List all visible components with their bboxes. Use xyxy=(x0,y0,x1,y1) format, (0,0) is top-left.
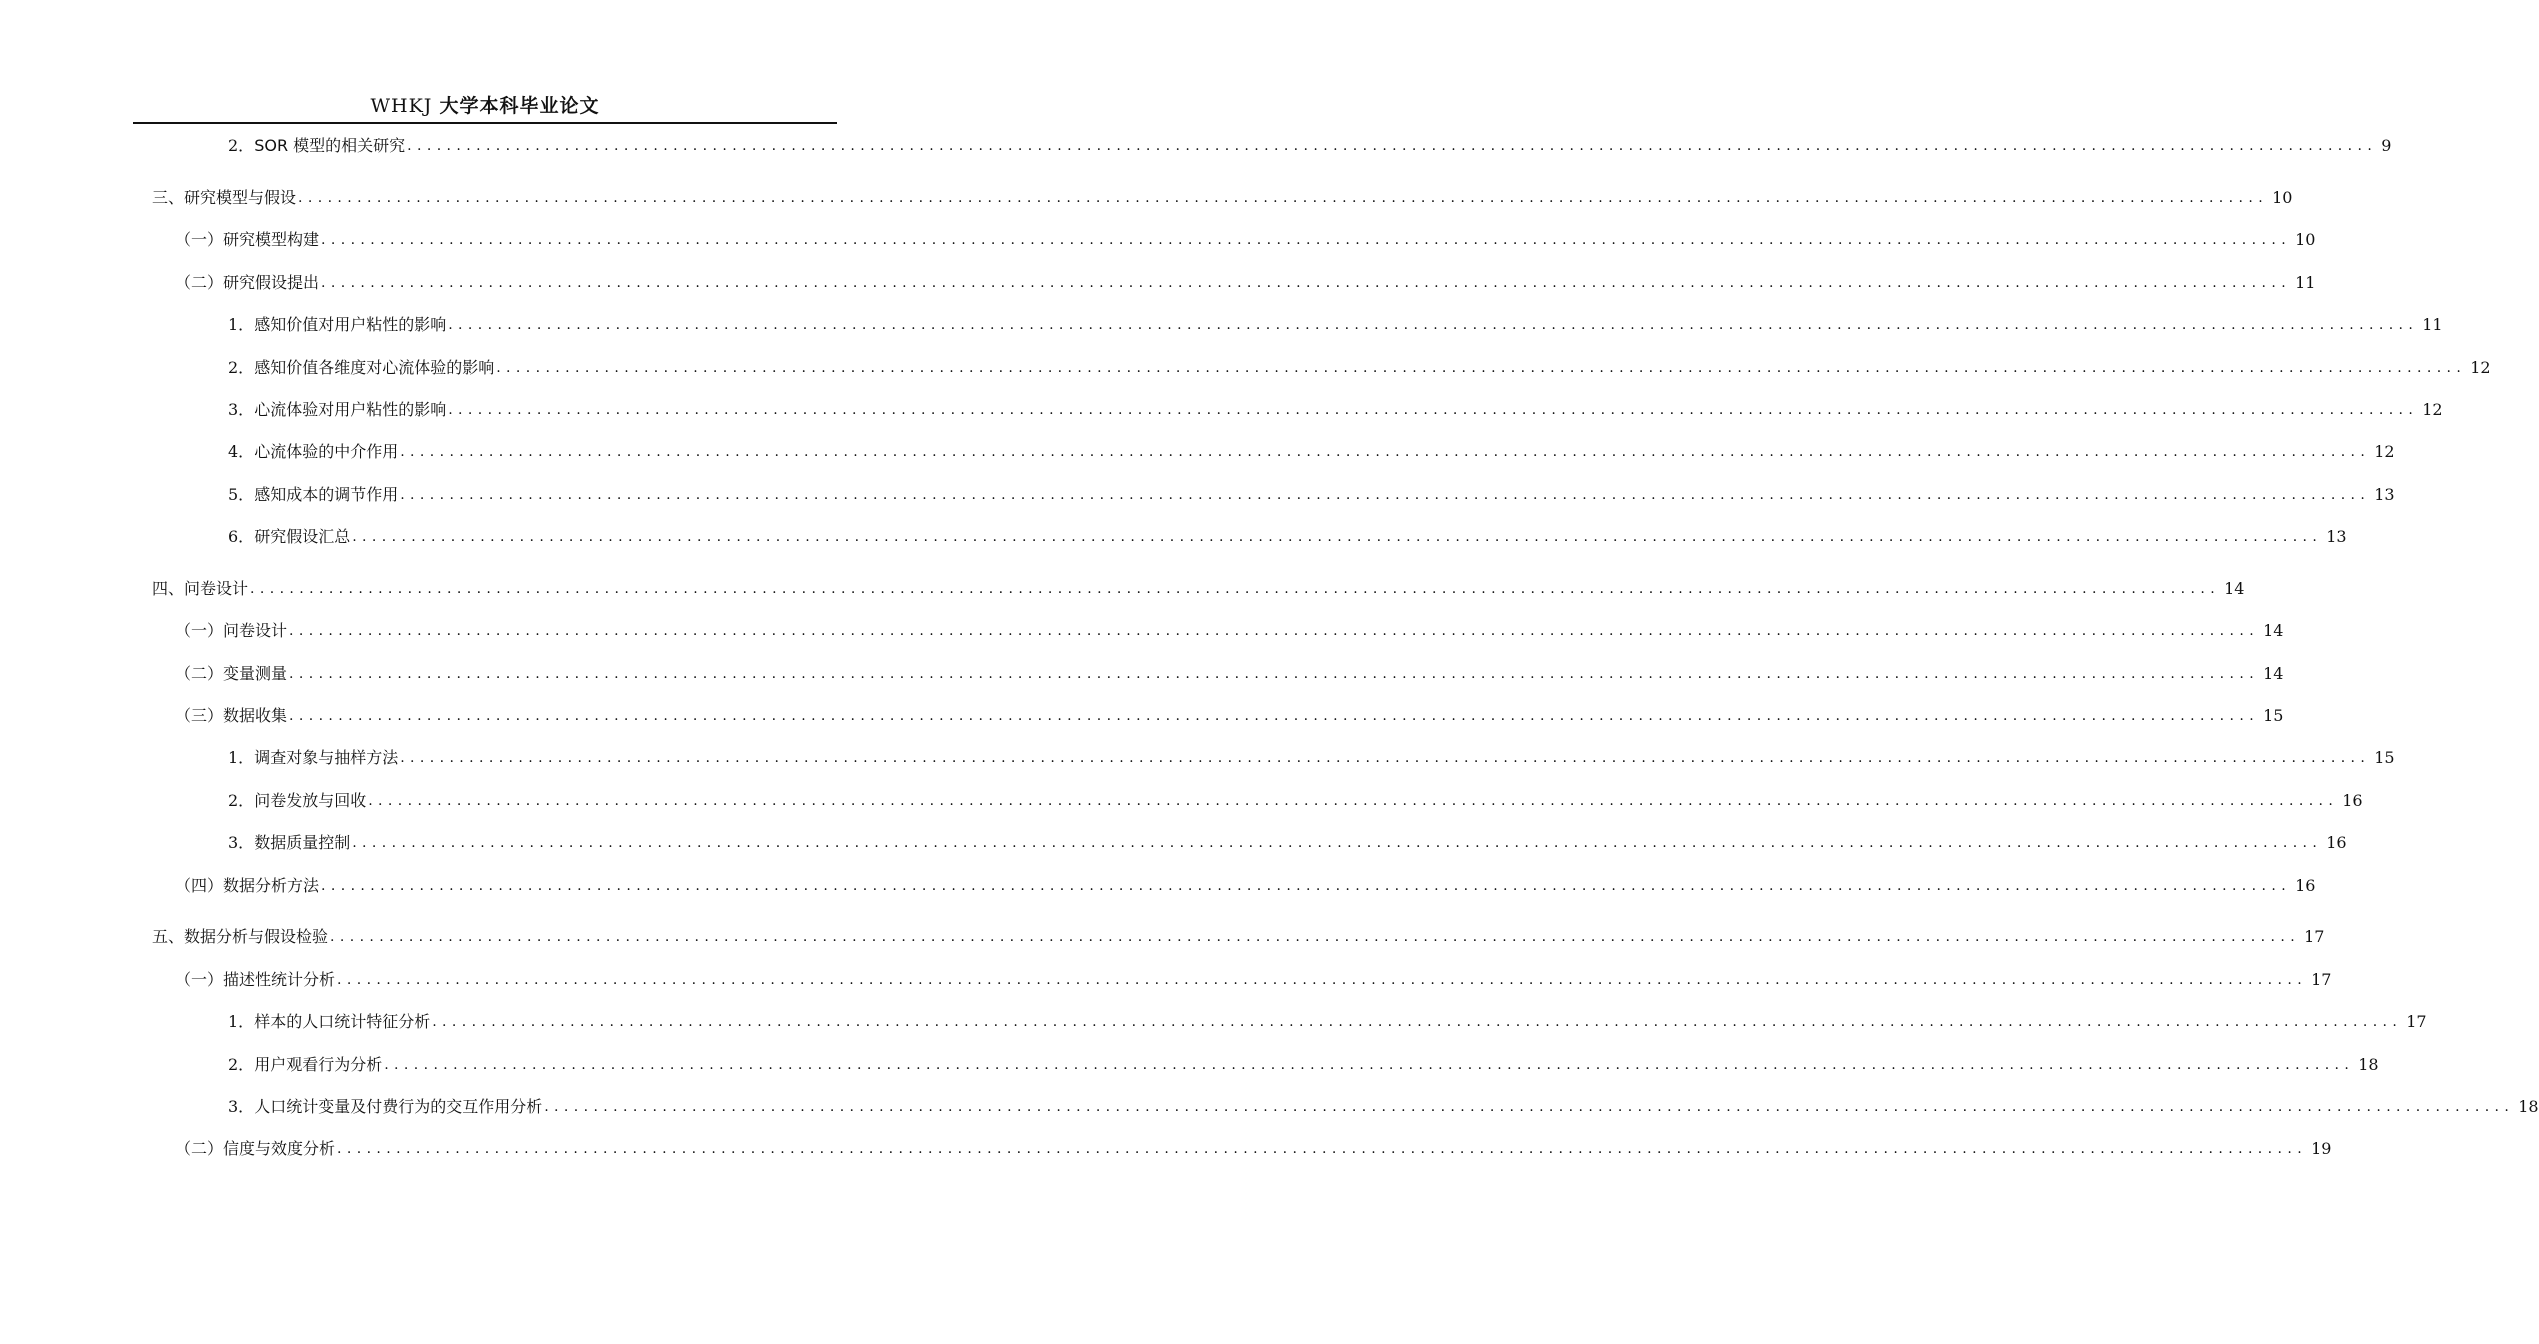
header-chinese: 大学本科毕业论文 xyxy=(439,95,600,117)
toc-entry-number: 4． xyxy=(228,442,255,461)
toc-entry-page: 11 xyxy=(2422,315,2443,334)
toc-entry-title: 人口统计变量及付费行为的交互作用分析 xyxy=(254,1097,543,1116)
toc-entry-title: 研究假设汇总 xyxy=(254,527,351,546)
toc-leader-dots: ........................................................................................................................................................................................................ xyxy=(321,275,2292,291)
toc-entry[interactable] xyxy=(175,702,2284,726)
toc-entry-page: 15 xyxy=(2374,748,2395,767)
toc-entry[interactable] xyxy=(228,829,2347,853)
toc-leader-dots: ........................................................................................................................................................................................................ xyxy=(250,581,2221,597)
toc-leader-dots: ........................................................................................................................................................................................................ xyxy=(496,360,2467,376)
toc-entry-title: SOR 模型的相关研究 xyxy=(254,136,406,155)
toc-entry-title: 问卷发放与回收 xyxy=(254,791,367,810)
toc-entry-title: 感知价值对用户粘性的影响 xyxy=(254,315,447,334)
toc-entry-number: 6． xyxy=(228,527,255,546)
toc-leader-dots: ........................................................................................................................................................................................................ xyxy=(352,529,2323,545)
toc-entry-page: 14 xyxy=(2263,664,2284,683)
toc-entry-title: 四、问卷设计 xyxy=(152,579,249,598)
toc-entry-title: 心流体验对用户粘性的影响 xyxy=(254,400,447,419)
toc-leader-dots: ........................................................................................................................................................................................................ xyxy=(407,138,2378,154)
toc-entry-page: 10 xyxy=(2295,230,2316,249)
toc-entry-title: 用户观看行为分析 xyxy=(254,1055,383,1074)
toc-entry-page: 15 xyxy=(2263,706,2284,725)
toc-entry[interactable] xyxy=(175,966,2332,990)
toc-entry-page: 14 xyxy=(2263,621,2284,640)
toc-entry-page: 16 xyxy=(2326,833,2347,852)
toc-entry[interactable] xyxy=(228,1093,2539,1117)
toc-entry[interactable] xyxy=(175,226,2316,250)
toc-entry-title: （四）数据分析方法 xyxy=(175,876,320,895)
toc-entry[interactable] xyxy=(228,132,2392,156)
toc-entry[interactable] xyxy=(228,311,2443,335)
toc-entry-number: 3． xyxy=(228,833,255,852)
toc-entry[interactable] xyxy=(175,660,2284,684)
toc-entry-number: 5． xyxy=(228,485,255,504)
toc-entry-page: 17 xyxy=(2406,1012,2427,1031)
toc-leader-dots: ........................................................................................................................................................................................................ xyxy=(330,929,2301,945)
toc-entry[interactable] xyxy=(228,481,2395,505)
header-latin: WHKJ xyxy=(370,95,433,117)
toc-entry-title: 感知价值各维度对心流体验的影响 xyxy=(254,358,495,377)
toc-leader-dots: ........................................................................................................................................................................................................ xyxy=(321,232,2292,248)
toc-entry-number: 3． xyxy=(228,400,255,419)
toc-entry-title: 数据质量控制 xyxy=(254,833,351,852)
toc-entry-page: 19 xyxy=(2311,1139,2332,1158)
toc-entry-page: 17 xyxy=(2304,927,2325,946)
toc-leader-dots: ........................................................................................................................................................................................................ xyxy=(544,1099,2515,1115)
toc-leader-dots: ........................................................................................................................................................................................................ xyxy=(321,878,2292,894)
toc-leader-dots: ........................................................................................................................................................................................................ xyxy=(298,190,2269,206)
toc-entry-title: （一）描述性统计分析 xyxy=(175,970,336,989)
toc-leader-dots: ........................................................................................................................................................................................................ xyxy=(337,972,2308,988)
toc-entry-page: 12 xyxy=(2374,442,2395,461)
toc-entry-number: 2． xyxy=(228,358,255,377)
toc-entry-page: 12 xyxy=(2422,400,2443,419)
toc-entry-page: 12 xyxy=(2470,358,2491,377)
toc-entry-page: 9 xyxy=(2381,136,2392,155)
toc-entry-number: 1． xyxy=(228,748,255,767)
toc-entry-number: 3． xyxy=(228,1097,255,1116)
toc-entry-page: 13 xyxy=(2374,485,2395,504)
toc-entry[interactable] xyxy=(228,1008,2427,1032)
toc-entry-title: 感知成本的调节作用 xyxy=(254,485,399,504)
toc-entry-title: （二）信度与效度分析 xyxy=(175,1139,336,1158)
toc-entry-number: 1． xyxy=(228,315,255,334)
toc-entry-page: 14 xyxy=(2224,579,2245,598)
toc-entry[interactable] xyxy=(228,354,2491,378)
toc-entry[interactable] xyxy=(152,575,2245,599)
toc-entry-page: 13 xyxy=(2326,527,2347,546)
toc-entry[interactable] xyxy=(228,787,2363,811)
toc-entry-number: 2． xyxy=(228,1055,255,1074)
toc-entry-page: 18 xyxy=(2518,1097,2539,1116)
toc-entry-title: 调查对象与抽样方法 xyxy=(254,748,399,767)
toc-entry[interactable] xyxy=(228,744,2395,768)
toc-entry[interactable] xyxy=(175,617,2284,641)
toc-entry-number: 2． xyxy=(228,136,255,155)
toc-leader-dots: ........................................................................................................................................................................................................ xyxy=(400,487,2371,503)
toc-entry-title: 心流体验的中介作用 xyxy=(254,442,399,461)
toc-entry-number: 2． xyxy=(228,791,255,810)
toc-entry-title: 样本的人口统计特征分析 xyxy=(254,1012,431,1031)
toc-entry-title: 三、研究模型与假设 xyxy=(152,188,297,207)
toc-leader-dots: ........................................................................................................................................................................................................ xyxy=(289,623,2260,639)
toc-entry-number: 1． xyxy=(228,1012,255,1031)
toc-entry-page: 16 xyxy=(2295,876,2316,895)
toc-entry[interactable] xyxy=(152,923,2325,947)
toc-entry-page: 10 xyxy=(2272,188,2293,207)
toc-leader-dots: ........................................................................................................................................................................................................ xyxy=(289,708,2260,724)
toc-leader-dots: ........................................................................................................................................................................................................ xyxy=(448,402,2419,418)
toc-entry-title: （二）研究假设提出 xyxy=(175,273,320,292)
toc-leader-dots: ........................................................................................................................................................................................................ xyxy=(400,444,2371,460)
toc-entry[interactable] xyxy=(228,396,2443,420)
toc-entry[interactable] xyxy=(175,1135,2332,1159)
toc-entry-page: 16 xyxy=(2342,791,2363,810)
page-header xyxy=(133,92,837,120)
toc-entry-page: 11 xyxy=(2295,273,2316,292)
header-rule xyxy=(133,122,837,124)
toc-leader-dots: ........................................................................................................................................................................................................ xyxy=(400,750,2371,766)
toc-leader-dots: ........................................................................................................................................................................................................ xyxy=(448,317,2419,333)
toc-entry[interactable] xyxy=(175,872,2316,896)
toc-leader-dots: ........................................................................................................................................................................................................ xyxy=(368,793,2339,809)
toc-leader-dots: ........................................................................................................................................................................................................ xyxy=(352,835,2323,851)
toc-leader-dots: ........................................................................................................................................................................................................ xyxy=(432,1014,2403,1030)
toc-entry[interactable] xyxy=(175,269,2316,293)
toc-leader-dots: ........................................................................................................................................................................................................ xyxy=(337,1141,2308,1157)
toc-entry-page: 18 xyxy=(2358,1055,2379,1074)
toc-entry-title: （二）变量测量 xyxy=(175,664,288,683)
toc-leader-dots: ........................................................................................................................................................................................................ xyxy=(384,1057,2355,1073)
toc-entry[interactable] xyxy=(228,523,2347,547)
toc-entry[interactable] xyxy=(152,184,2293,208)
toc-entry-title: （一）问卷设计 xyxy=(175,621,288,640)
toc-entry-page: 17 xyxy=(2311,970,2332,989)
toc-leader-dots: ........................................................................................................................................................................................................ xyxy=(289,666,2260,682)
toc-entry[interactable] xyxy=(228,1051,2379,1075)
toc-entry[interactable] xyxy=(228,438,2395,462)
toc-entry-title: （一）研究模型构建 xyxy=(175,230,320,249)
toc-entry-title: （三）数据收集 xyxy=(175,706,288,725)
toc-entry-title: 五、数据分析与假设检验 xyxy=(152,927,329,946)
